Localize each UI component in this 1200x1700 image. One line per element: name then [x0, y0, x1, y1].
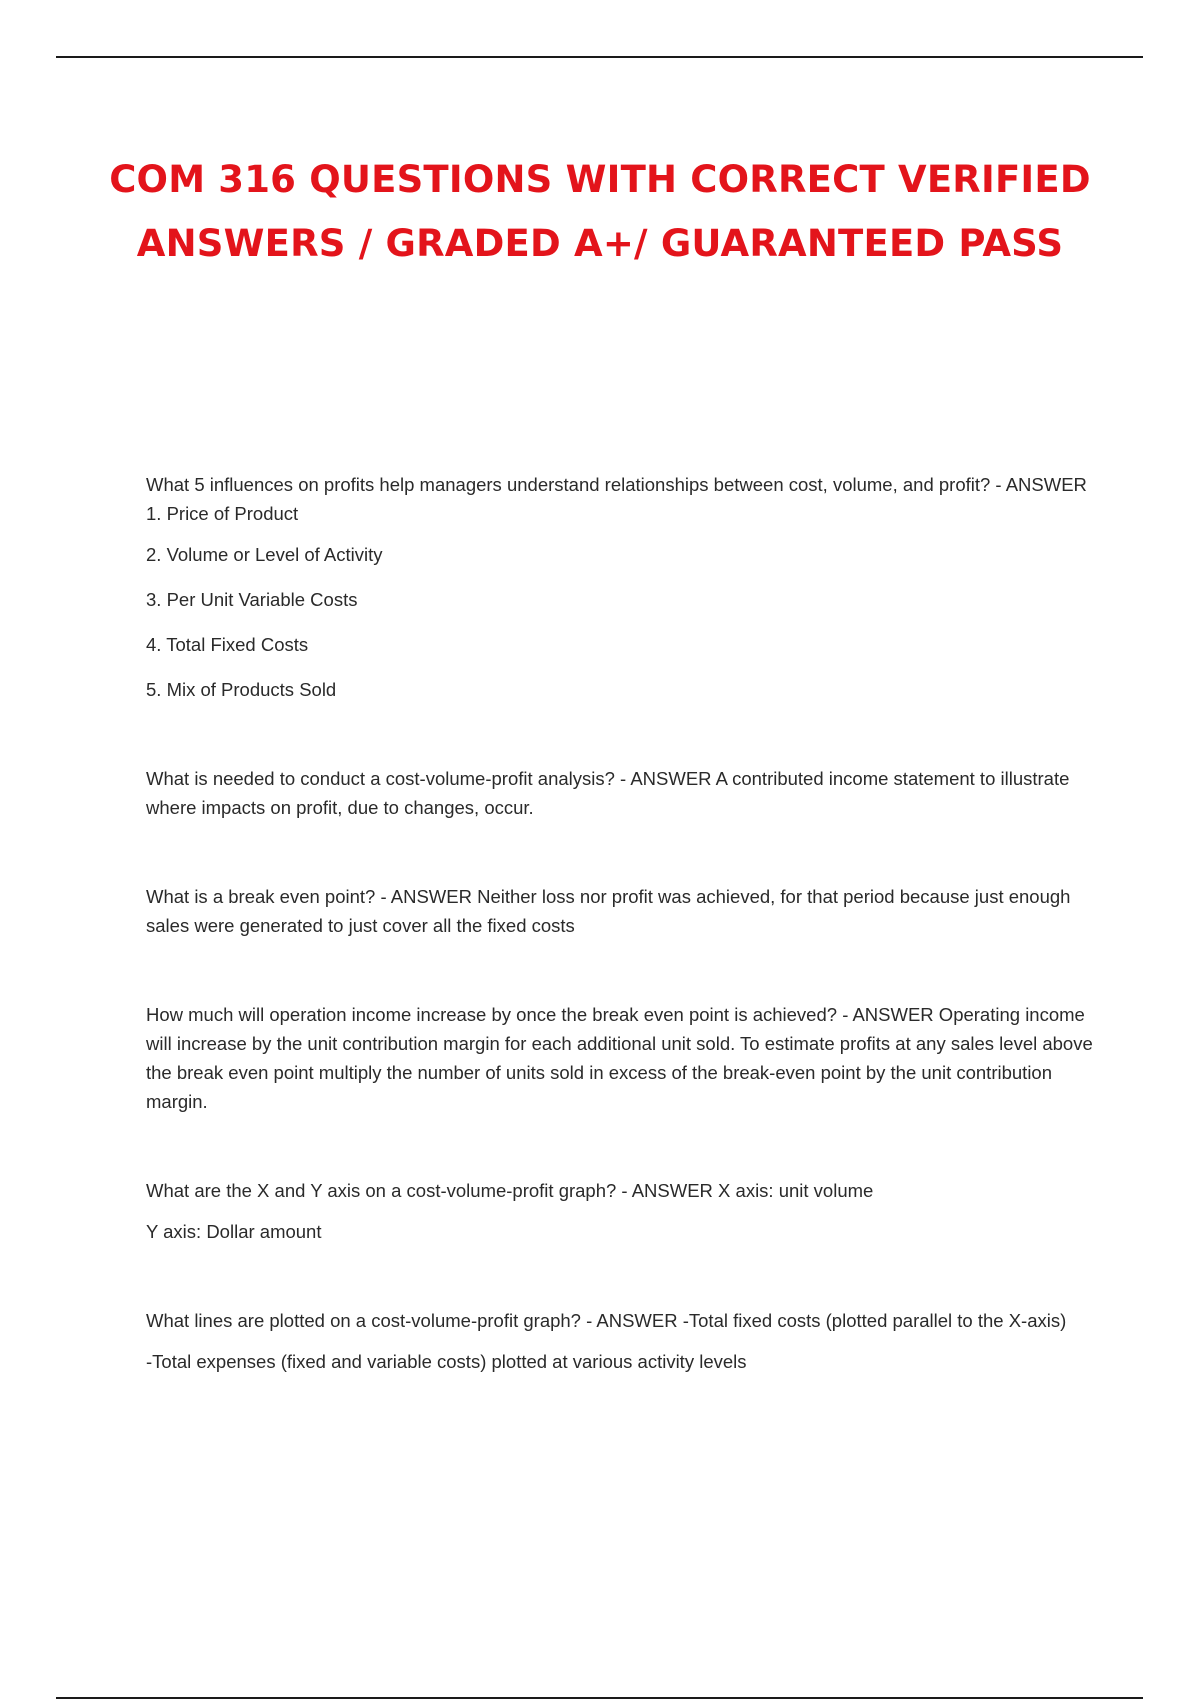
qa-item: [146, 1000, 1096, 1116]
qa-item: [146, 470, 1096, 704]
qa-text: What is needed to conduct a cost-volume-profit analysis? - ANSWER A contributed income statement to illustrate where impacts on profit, due to changes, occur.: [146, 768, 1070, 818]
qa-subline: 4. Total Fixed Costs: [146, 634, 309, 655]
bottom-divider: [56, 1697, 1143, 1699]
qa-item: [146, 1176, 1096, 1246]
qa-item: [146, 1306, 1096, 1376]
qa-text: How much will operation income increase by once the break even point is achieved? - ANSWER Operating income will increase by the unit contribution margin for each additional unit sold. To estimate profits at any sales level above the break even point multiply the number of units sold in excess of the break-even point by the unit contribution margin.: [146, 1004, 1093, 1112]
qa-item: [146, 764, 1096, 822]
qa-subline: -Total expenses (fixed and variable costs) plotted at various activity levels: [146, 1351, 747, 1372]
top-divider: [56, 56, 1143, 58]
qa-text: What are the X and Y axis on a cost-volume-profit graph? - ANSWER X axis: unit volume: [146, 1180, 874, 1201]
qa-subline: 2. Volume or Level of Activity: [146, 544, 383, 565]
qa-subline: Y axis: Dollar amount: [146, 1221, 322, 1242]
qa-text: What 5 influences on profits help managers understand relationships between cost, volume, and profit? - ANSWER 1. Price of Product: [146, 474, 1087, 524]
document-body: [146, 470, 1096, 1376]
document-title: [100, 148, 1100, 276]
qa-subline: 3. Per Unit Variable Costs: [146, 589, 358, 610]
qa-text: What lines are plotted on a cost-volume-profit graph? - ANSWER -Total fixed costs (plotted parallel to the X-axis): [146, 1310, 1067, 1331]
title-line-2: ANSWERS / GRADED A+/ GUARANTEED PASS: [136, 222, 1064, 265]
qa-subline: 5. Mix of Products Sold: [146, 679, 337, 700]
qa-item: [146, 882, 1096, 940]
qa-text: What is a break even point? - ANSWER Neither loss nor profit was achieved, for that period because just enough sales were generated to just cover all the fixed costs: [146, 886, 1071, 936]
title-line-1: COM 316 QUESTIONS WITH CORRECT VERIFIED: [109, 158, 1091, 201]
